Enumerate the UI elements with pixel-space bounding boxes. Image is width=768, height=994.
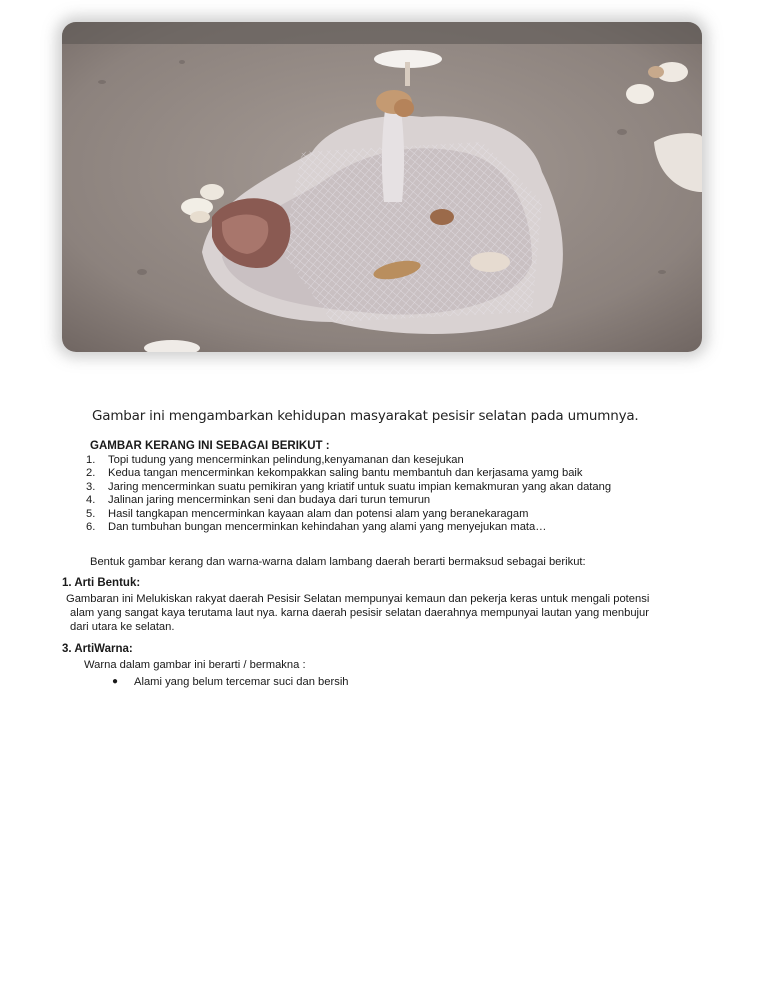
list-item [86, 481, 611, 494]
meaning-list [86, 454, 611, 534]
section-1-line: Gambaran ini Melukiskan rakyat daerah Pesisir Selatan mempunyai kemaun dan pekerja keras untuk mengali potensi [66, 593, 650, 605]
section-3-title: 3. ArtiWarna: [62, 643, 133, 655]
section-1-title: 1. Arti Bentuk: [62, 577, 141, 589]
list-item-text: Dan tumbuhan bungan mencerminkan kehindahan yang alami yang menyejukan mata… [108, 521, 547, 534]
section-3-meaning: Warna dalam gambar ini berarti / bermakna : [84, 659, 306, 671]
shell-sculpture-photo [62, 22, 702, 352]
list-item-text: Hasil tangkapan mencerminkan kayaan alam dan potensi alam yang beranekaragam [108, 507, 529, 520]
list-item [86, 454, 611, 467]
list-heading: GAMBAR KERANG INI SEBAGAI BERIKUT : [90, 440, 330, 452]
section-1-line: dari utara ke selatan. [70, 621, 175, 633]
list-item-number: 6. [86, 521, 96, 534]
intro-paragraph: Bentuk gambar kerang dan warna-warna dalam lambang daerah berarti bermaksud sebagai berikut: [90, 556, 586, 568]
bullet-text: Alami yang belum tercemar suci dan bersih [134, 676, 349, 688]
list-item [86, 521, 611, 534]
bullet-item [112, 676, 349, 688]
photo-caption: Gambar ini mengambarkan kehidupan masyarakat pesisir selatan pada umumnya. [92, 408, 639, 424]
list-item-text: Jaring mencerminkan suatu pemikiran yang kriatif untuk suatu impian kemakmuran yang akan datang [108, 480, 612, 493]
bullet-dot: ● [112, 676, 119, 687]
section-1-paragraph [66, 592, 706, 634]
list-item-text: Topi tudung yang mencerminkan pelindung,kenyamanan dan kesejukan [108, 454, 464, 466]
list-item-number: 5. [86, 507, 96, 520]
photo-illustration [62, 22, 702, 352]
list-item [86, 494, 611, 507]
section-1-line: alam yang sangat kaya terutama laut nya. karna daerah pesisir selatan daerahnya mempunyai lautan yang menbujur [70, 607, 649, 619]
list-item-number: 2. [86, 467, 96, 480]
list-item-text: Jalinan jaring mencerminkan seni dan budaya dari turun temurun [108, 494, 431, 507]
list-item [86, 508, 611, 521]
list-item-number: 3. [86, 480, 96, 493]
list-item [86, 467, 611, 480]
list-item-number: 4. [86, 494, 96, 507]
list-item-text: Kedua tangan mencerminkan kekompakkan saling bantu membantuh dan kerjasama yamg baik [108, 467, 583, 480]
list-item-number: 1. [86, 454, 96, 466]
